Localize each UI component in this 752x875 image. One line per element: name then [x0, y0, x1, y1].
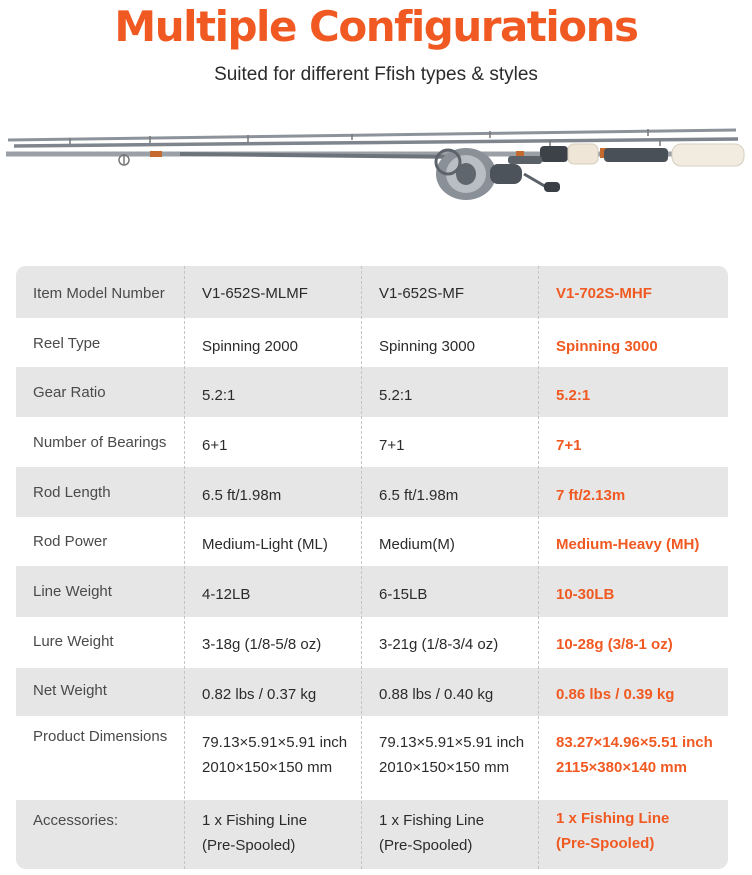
spec-value-mlmf-line: (Pre-Spooled)	[202, 837, 296, 854]
spec-value-mf-line: 6.5 ft/1.98m	[379, 487, 459, 504]
spec-value-mf	[379, 808, 549, 858]
spec-value-mhf	[556, 730, 728, 780]
table-row	[16, 800, 728, 869]
spec-value-mhf	[556, 334, 728, 359]
spec-value-mhf-line: 83.27×14.96×5.51 inch	[556, 734, 713, 751]
specs-table	[16, 266, 728, 869]
spec-value-mlmf-line: 79.13×5.91×5.91 inch	[202, 734, 348, 751]
table-row	[16, 318, 728, 367]
spec-value-mlmf	[202, 632, 372, 657]
spec-value-mlmf	[202, 281, 372, 306]
spec-label: Rod Length	[33, 484, 111, 501]
spec-value-mhf-line: 2115×380×140 mm	[556, 759, 687, 776]
spec-value-mhf	[556, 483, 728, 508]
spec-value-mf	[379, 632, 549, 657]
spec-value-mhf	[556, 632, 728, 657]
spec-value-mhf-line: (Pre-Spooled)	[556, 835, 655, 852]
spec-value-mf	[379, 532, 549, 557]
spec-value-mf-line: 0.88 lbs / 0.40 kg	[379, 686, 494, 703]
spec-value-mhf-line: 7+1	[556, 437, 582, 454]
spec-value-mf	[379, 483, 549, 508]
spec-value-mlmf	[202, 582, 372, 607]
table-row	[16, 417, 728, 467]
spec-value-mf-line: 1 x Fishing Line	[379, 812, 485, 829]
table-row	[16, 517, 728, 566]
spec-value-mf-line: Medium(M)	[379, 536, 455, 553]
spec-value-mf-line: 3-21g (1/8-3/4 oz)	[379, 636, 499, 653]
page-subtitle: Suited for different Ffish types & styles	[214, 64, 538, 85]
spec-label: Lure Weight	[33, 633, 114, 650]
spec-value-mhf	[556, 532, 728, 557]
spec-value-mlmf	[202, 808, 372, 858]
spec-value-mf	[379, 582, 549, 607]
table-row	[16, 668, 728, 716]
spec-value-mhf-line: 5.2:1	[556, 387, 591, 404]
spec-value-mf	[379, 383, 549, 408]
spec-value-mlmf-line: V1-652S-MLMF	[202, 285, 308, 302]
spec-value-mlmf-line: 5.2:1	[202, 387, 236, 404]
spec-value-mf	[379, 334, 549, 359]
column-divider	[184, 266, 185, 869]
spec-label: Reel Type	[33, 335, 101, 352]
spec-value-mlmf-line: 2010×150×150 mm	[202, 759, 333, 776]
spec-value-mf-line: 6-15LB	[379, 586, 428, 603]
spec-value-mlmf	[202, 730, 372, 780]
spec-value-mhf-line: 10-28g (3/8-1 oz)	[556, 636, 673, 653]
spec-value-mf-line: 2010×150×150 mm	[379, 759, 510, 776]
table-row	[16, 467, 728, 517]
spec-label: Item Model Number	[33, 285, 165, 302]
spec-label: Gear Ratio	[33, 384, 106, 401]
spec-value-mhf-line: V1-702S-MHF	[556, 285, 652, 302]
spec-label: Net Weight	[33, 682, 107, 699]
spec-value-mf-line: 79.13×5.91×5.91 inch	[379, 734, 525, 751]
spec-value-mlmf-line: 4-12LB	[202, 586, 251, 603]
spec-label: Line Weight	[33, 583, 112, 600]
spec-value-mf-line: 5.2:1	[379, 387, 413, 404]
spec-value-mhf	[556, 383, 728, 408]
spec-value-mhf-line: 1 x Fishing Line	[556, 810, 670, 827]
table-row	[16, 367, 728, 417]
spec-value-mlmf	[202, 334, 372, 359]
column-divider	[538, 266, 539, 869]
spec-value-mlmf	[202, 433, 372, 458]
spec-value-mlmf-line: Medium-Light (ML)	[202, 536, 328, 553]
fishing-rod-icon	[0, 118, 752, 223]
table-row	[16, 617, 728, 668]
spec-value-mhf	[556, 806, 728, 856]
spec-value-mhf-line: 10-30LB	[556, 586, 615, 603]
spec-value-mlmf-line: 3-18g (1/8-5/8 oz)	[202, 636, 322, 653]
spec-value-mf-line: Spinning 3000	[379, 338, 475, 355]
spec-value-mhf-line: 7 ft/2.13m	[556, 487, 626, 504]
spec-label: Rod Power	[33, 533, 108, 550]
table-row	[16, 266, 728, 318]
spec-value-mlmf-line: 6+1	[202, 437, 228, 454]
spec-value-mlmf	[202, 532, 372, 557]
spec-value-mf-line: V1-652S-MF	[379, 285, 465, 302]
spec-value-mhf-line: Medium-Heavy (MH)	[556, 536, 700, 553]
spec-value-mhf	[556, 281, 728, 306]
table-row	[16, 716, 728, 800]
spec-label: Number of Bearings	[33, 434, 167, 451]
spec-value-mhf-line: Spinning 3000	[556, 338, 658, 355]
spec-value-mhf-line: 0.86 lbs / 0.39 kg	[556, 686, 675, 703]
spec-value-mf-line: (Pre-Spooled)	[379, 837, 473, 854]
spec-value-mlmf-line: 6.5 ft/1.98m	[202, 487, 282, 504]
spec-value-mlmf	[202, 383, 372, 408]
spec-value-mf-line: 7+1	[379, 437, 405, 454]
spec-value-mf	[379, 682, 549, 707]
table-row	[16, 566, 728, 617]
spec-value-mhf	[556, 582, 728, 607]
spec-value-mf	[379, 433, 549, 458]
spec-value-mhf	[556, 433, 728, 458]
spec-value-mf	[379, 281, 549, 306]
spec-label: Product Dimensions	[33, 728, 168, 745]
spec-value-mhf	[556, 682, 728, 707]
spec-value-mlmf	[202, 682, 372, 707]
spec-value-mlmf-line: 1 x Fishing Line	[202, 812, 308, 829]
spec-value-mlmf	[202, 483, 372, 508]
spec-value-mlmf-line: Spinning 2000	[202, 338, 298, 355]
spec-value-mlmf-line: 0.82 lbs / 0.37 kg	[202, 686, 317, 703]
spec-label: Accessories:	[33, 812, 119, 829]
column-divider	[361, 266, 362, 869]
page-title: Multiple Configurations	[114, 2, 638, 51]
spec-value-mf	[379, 730, 549, 780]
